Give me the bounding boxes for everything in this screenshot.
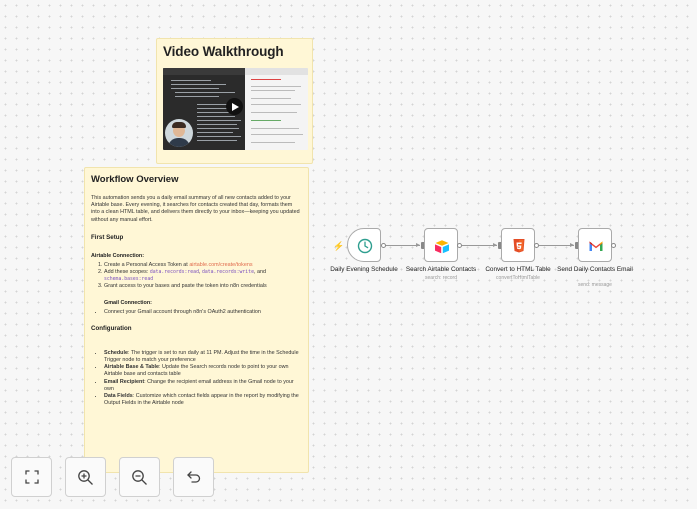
gmail-connection-heading: Gmail Connection: <box>104 299 152 306</box>
node-box[interactable] <box>501 228 535 262</box>
gmail-steps-list <box>91 309 302 316</box>
gmail-icon <box>579 229 613 263</box>
list-item: • Email Recipient: Change the recipient email address in the Gmail node to your own <box>104 379 302 393</box>
fit-view-icon <box>24 469 40 485</box>
overview-title: Workflow Overview <box>91 174 179 185</box>
zoom-in-button[interactable] <box>65 457 106 497</box>
list-item: 3. Grant access to your bases and paste the token into n8n credentials <box>104 283 302 290</box>
thumbnail-chat-pane <box>245 68 308 150</box>
clock-icon <box>348 229 382 263</box>
workflow-overview-note[interactable] <box>84 167 309 473</box>
output-port[interactable] <box>381 243 386 248</box>
connection-line <box>385 245 420 246</box>
node-box[interactable] <box>424 228 458 262</box>
connection-line <box>462 245 497 246</box>
list-item: 2. Add these scopes: data.records:read, data.records:write, and schema.bases:read <box>104 269 302 283</box>
airtable-connection-heading: Airtable Connection: <box>91 252 145 259</box>
overview-intro: This automation sends you a daily email summary of all new contacts added to your Airtable base. Every evening, it searches for contacts created that day, formats them into a clean HTML table, and delivers them directly to your inbox—keeping you updated without any manual effort. <box>91 195 300 223</box>
airtable-icon <box>425 229 459 263</box>
list-item: • Schedule: The trigger is set to run daily at 11 PM. Adjust the time in the Schedule Trigger node to match your preference <box>104 350 302 364</box>
node-box[interactable] <box>347 228 381 262</box>
node-subtitle: convertToHtmlTable <box>496 275 540 281</box>
node-label: Send Daily Contacts Email <box>557 266 633 273</box>
undo-button[interactable] <box>173 457 214 497</box>
configuration-heading: Configuration <box>91 324 132 332</box>
configuration-list <box>91 350 302 408</box>
node-label: Search Airtable Contacts <box>405 266 477 273</box>
node-label: Daily Evening Schedule <box>330 266 398 273</box>
list-item: • Connect your Gmail account through n8n's OAuth2 authentication <box>104 309 302 316</box>
fit-view-button[interactable] <box>11 457 52 497</box>
video-note-title: Video Walkthrough <box>163 44 284 59</box>
scope-code: data.records:write <box>201 270 254 276</box>
scope-code: data.records:read <box>149 270 199 276</box>
list-item: 1. Create a Personal Access Token at airtable.com/create/tokens <box>104 262 302 269</box>
output-port[interactable] <box>611 243 616 248</box>
connection-arrow <box>416 243 420 247</box>
first-setup-heading: First Setup <box>91 233 124 241</box>
zoom-out-button[interactable] <box>119 457 160 497</box>
output-port[interactable] <box>457 243 462 248</box>
video-thumbnail[interactable] <box>163 68 308 150</box>
airtable-steps-list <box>91 262 302 291</box>
html5-icon <box>502 229 536 263</box>
airtable-token-link[interactable]: airtable.com/create/tokens <box>189 261 253 268</box>
node-box[interactable] <box>578 228 612 262</box>
connection-line <box>539 245 574 246</box>
connection-arrow <box>493 243 497 247</box>
presenter-avatar <box>165 119 193 147</box>
trigger-bolt-icon: ⚡ <box>333 241 345 251</box>
node-subtitle: send: message <box>578 282 612 288</box>
zoom-out-icon <box>131 469 148 486</box>
connection-arrow <box>570 243 574 247</box>
play-icon[interactable] <box>226 98 243 115</box>
video-walkthrough-note[interactable] <box>156 38 313 164</box>
undo-icon <box>186 469 202 485</box>
list-item: • Airtable Base & Table: Update the Search records node to point to your own Airtable base and contacts table <box>104 364 302 378</box>
list-item: • Data Fields: Customize which contact fields appear in the report by modifying the Output Fields in the Airtable node <box>104 393 302 407</box>
zoom-in-icon <box>77 469 94 486</box>
scope-code: schema.bases:read <box>104 277 154 283</box>
node-label: Convert to HTML Table <box>485 266 551 273</box>
output-port[interactable] <box>534 243 539 248</box>
node-subtitle: search: record <box>425 275 457 281</box>
